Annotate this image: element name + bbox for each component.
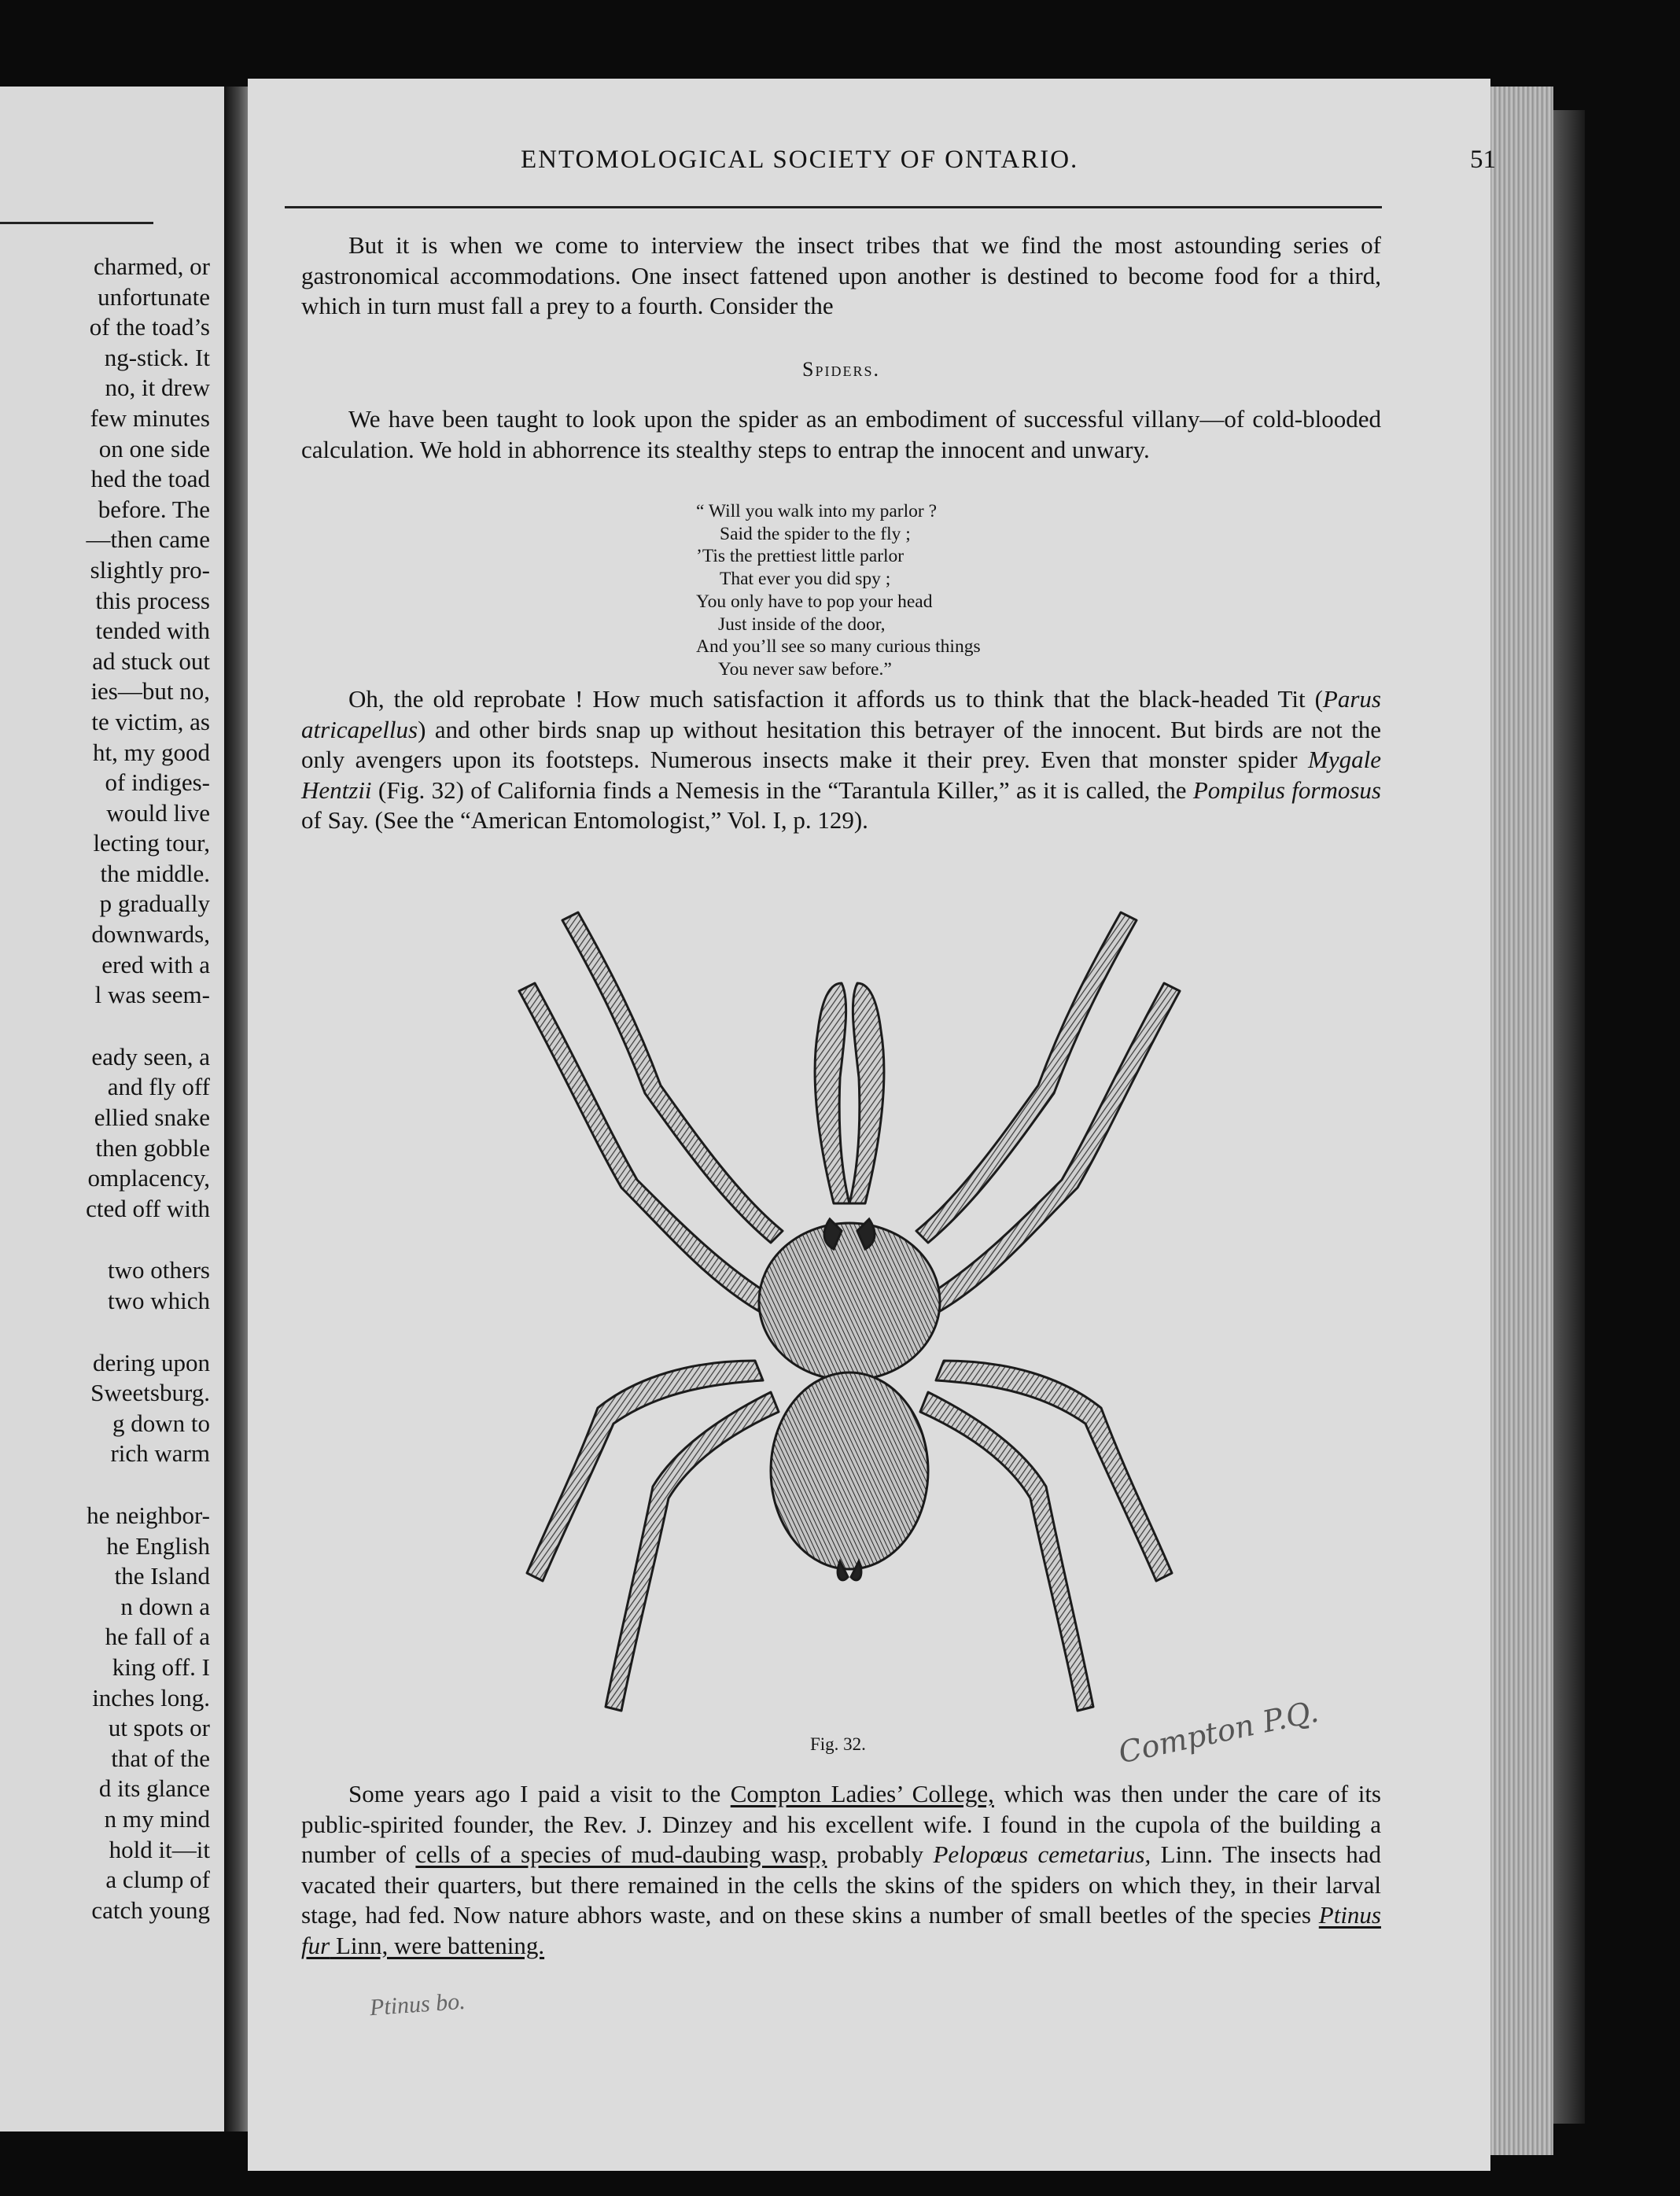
species-name: Ptinus fur xyxy=(301,1901,1381,1959)
handwritten-annotation: Compton P.Q. xyxy=(1115,1693,1322,1770)
left-page-line: lecting tour, xyxy=(93,829,210,857)
left-page-line: hed the toad xyxy=(90,465,210,493)
left-page-line: few minutes xyxy=(90,403,210,432)
left-page-line: on one side xyxy=(98,434,210,462)
left-page-line: g down to xyxy=(112,1409,210,1437)
left-page-line: this process xyxy=(95,586,210,614)
species-name: Pompilus formosus xyxy=(1192,776,1381,804)
left-page-line: d its glance xyxy=(98,1774,210,1803)
left-page-line: he English xyxy=(106,1531,210,1560)
left-page-line: n my mind xyxy=(104,1804,210,1833)
left-page-line: omplacency, xyxy=(87,1164,210,1192)
left-page-line: of the toad’s xyxy=(89,313,210,341)
left-page-line: then gobble xyxy=(95,1133,210,1162)
paragraph-gap xyxy=(0,1224,210,1255)
species-name: Mygale Hentzii xyxy=(301,746,1381,804)
left-page-line: and fly off xyxy=(107,1073,210,1101)
left-page-line: downwards, xyxy=(91,920,210,949)
left-page-line: two others xyxy=(107,1256,210,1284)
left-page-line: ht, my good xyxy=(93,738,210,766)
species-name: Parus atricapellus xyxy=(301,685,1381,743)
left-page-line: Sweetsburg. xyxy=(90,1379,210,1407)
poem-line: “ Will you walk into my parlor ? xyxy=(696,501,938,521)
left-page-line: ies—but no, xyxy=(90,677,210,706)
header-rule xyxy=(285,206,1382,208)
left-page-line: before. The xyxy=(98,495,210,523)
poem-line: And you’ll see so many curious things xyxy=(696,636,981,658)
spider-illustration xyxy=(503,873,1196,1738)
left-page-line: charmed, or xyxy=(93,252,210,280)
left-page-line: he neighbor- xyxy=(87,1501,210,1529)
left-page-line: p gradually xyxy=(99,890,210,918)
figure-caption: Fig. 32. xyxy=(810,1734,866,1754)
left-page-line: a clump of xyxy=(105,1866,210,1894)
poem-line: Said the spider to the fly ; xyxy=(720,523,911,544)
left-page-line: he fall of a xyxy=(105,1623,210,1651)
book-gutter xyxy=(224,87,248,2132)
left-header-rule xyxy=(0,222,153,224)
page-number: 51 xyxy=(1470,146,1496,174)
left-page-line: two which xyxy=(107,1287,210,1314)
left-page-line: the middle. xyxy=(100,859,210,887)
left-page-line: catch young xyxy=(91,1896,210,1924)
paragraph-gap xyxy=(0,1469,210,1501)
left-page-line: te victim, as xyxy=(91,707,210,735)
left-page-line: rich warm xyxy=(110,1439,210,1468)
left-page-line: dering upon xyxy=(93,1348,210,1376)
margin-handwritten-note: Ptinus bo. xyxy=(368,1988,466,2021)
page-stack-edge xyxy=(1490,87,1553,2155)
intro-paragraph: But it is when we come to interview the insect tribes that we find the most astounding series of gastronomical accommodations. One insect fattened upon another is destined to become food for a third, which in turn must fall a prey to a fourth. Consider the xyxy=(301,231,1381,319)
left-page-line: ng-stick. It xyxy=(104,343,210,371)
left-page-line: —then came xyxy=(86,525,210,554)
left-page-line: ut spots or xyxy=(108,1714,210,1742)
running-header xyxy=(285,146,1496,185)
left-page-line: ered with a xyxy=(101,950,210,978)
left-page-line: cted off with xyxy=(86,1194,210,1222)
left-page-line: slightly pro- xyxy=(90,555,210,584)
poem xyxy=(696,500,1105,681)
left-page-line: eady seen, a xyxy=(91,1042,210,1070)
previous-page-fragment xyxy=(0,87,224,2132)
left-page-line: would live xyxy=(106,798,210,827)
left-page-line: l was seem- xyxy=(94,981,210,1009)
left-page-line: that of the xyxy=(111,1744,210,1772)
poem-line: You only have to pop your head xyxy=(696,591,933,612)
left-page-line: unfortunate xyxy=(98,282,210,311)
compton-paragraph: Some years ago I paid a visit to the Compton Ladies’ College, which was then under the care of its public-spirited founder, the Rev. J. Dinzey and his excellent wife. I found in the cupola of the building a number of cells of a species of mud-daubing wasp, probably Pelopœus cemetarius, Linn. The insects had vacated their quarters, but there remained in the cells the skins of the spiders on which they, in their larval stage, had fed. Now nature abhors waste, and on these skins a number of small beetles of the species Ptinus fur Linn, were battening. xyxy=(301,1780,1382,1959)
paragraph-gap xyxy=(0,1011,210,1042)
left-page-text xyxy=(0,252,210,1925)
underlined-text: cells of a species of mud-daubing wasp, xyxy=(415,1840,827,1868)
underlined-text: Compton Ladies’ College, xyxy=(730,1780,994,1807)
left-page-line: king off. I xyxy=(112,1653,210,1681)
left-page-line: hold it—it xyxy=(109,1835,210,1863)
section-heading: Spiders. xyxy=(802,358,880,381)
left-page-line: ellied snake xyxy=(94,1104,210,1132)
left-page-line: no, it drew xyxy=(105,374,210,402)
spider-paragraph: We have been taught to look upon the spider as an embodiment of successful villany—of cold-blooded calculation. We hold in abhorrence its stealthy steps to entrap the innocent and unwary. xyxy=(301,405,1381,463)
poem-line: Just inside of the door, xyxy=(718,613,886,635)
left-page-line: the Island xyxy=(114,1562,210,1590)
poem-line: That ever you did spy ; xyxy=(720,569,891,590)
left-page-line: tended with xyxy=(95,617,210,645)
book-cover-edge xyxy=(1553,110,1585,2124)
header-title: ENTOMOLOGICAL SOCIETY OF ONTARIO. xyxy=(521,146,1079,174)
species-name: Pelopœus cemetarius, xyxy=(933,1840,1151,1868)
left-page-line: ad stuck out xyxy=(92,647,210,675)
left-page-line: inches long. xyxy=(92,1683,210,1711)
left-page-line: of indiges- xyxy=(105,768,210,797)
left-page-line: n down a xyxy=(120,1592,210,1620)
poem-line: You never saw before.” xyxy=(718,658,892,680)
paragraph-gap xyxy=(0,1317,210,1348)
poem-line: ’Tis the prettiest little parlor xyxy=(696,546,904,567)
reprobate-paragraph: Oh, the old reprobate ! How much satisfaction it affords us to think that the black-headed Tit (Parus atricapellus) and other birds snap up without hesitation this betrayer of the innocent. But birds are not the only avengers upon its footsteps. Numerous insects make it their prey. Even that monster spider Mygale Hentzii (Fig. 32) of California finds a Nemesis in the “Tarantula Killer,” as it is called, the Pompilus formosus of Say. (See the “American Entomologist,” Vol. I, p. 129). xyxy=(301,685,1381,834)
